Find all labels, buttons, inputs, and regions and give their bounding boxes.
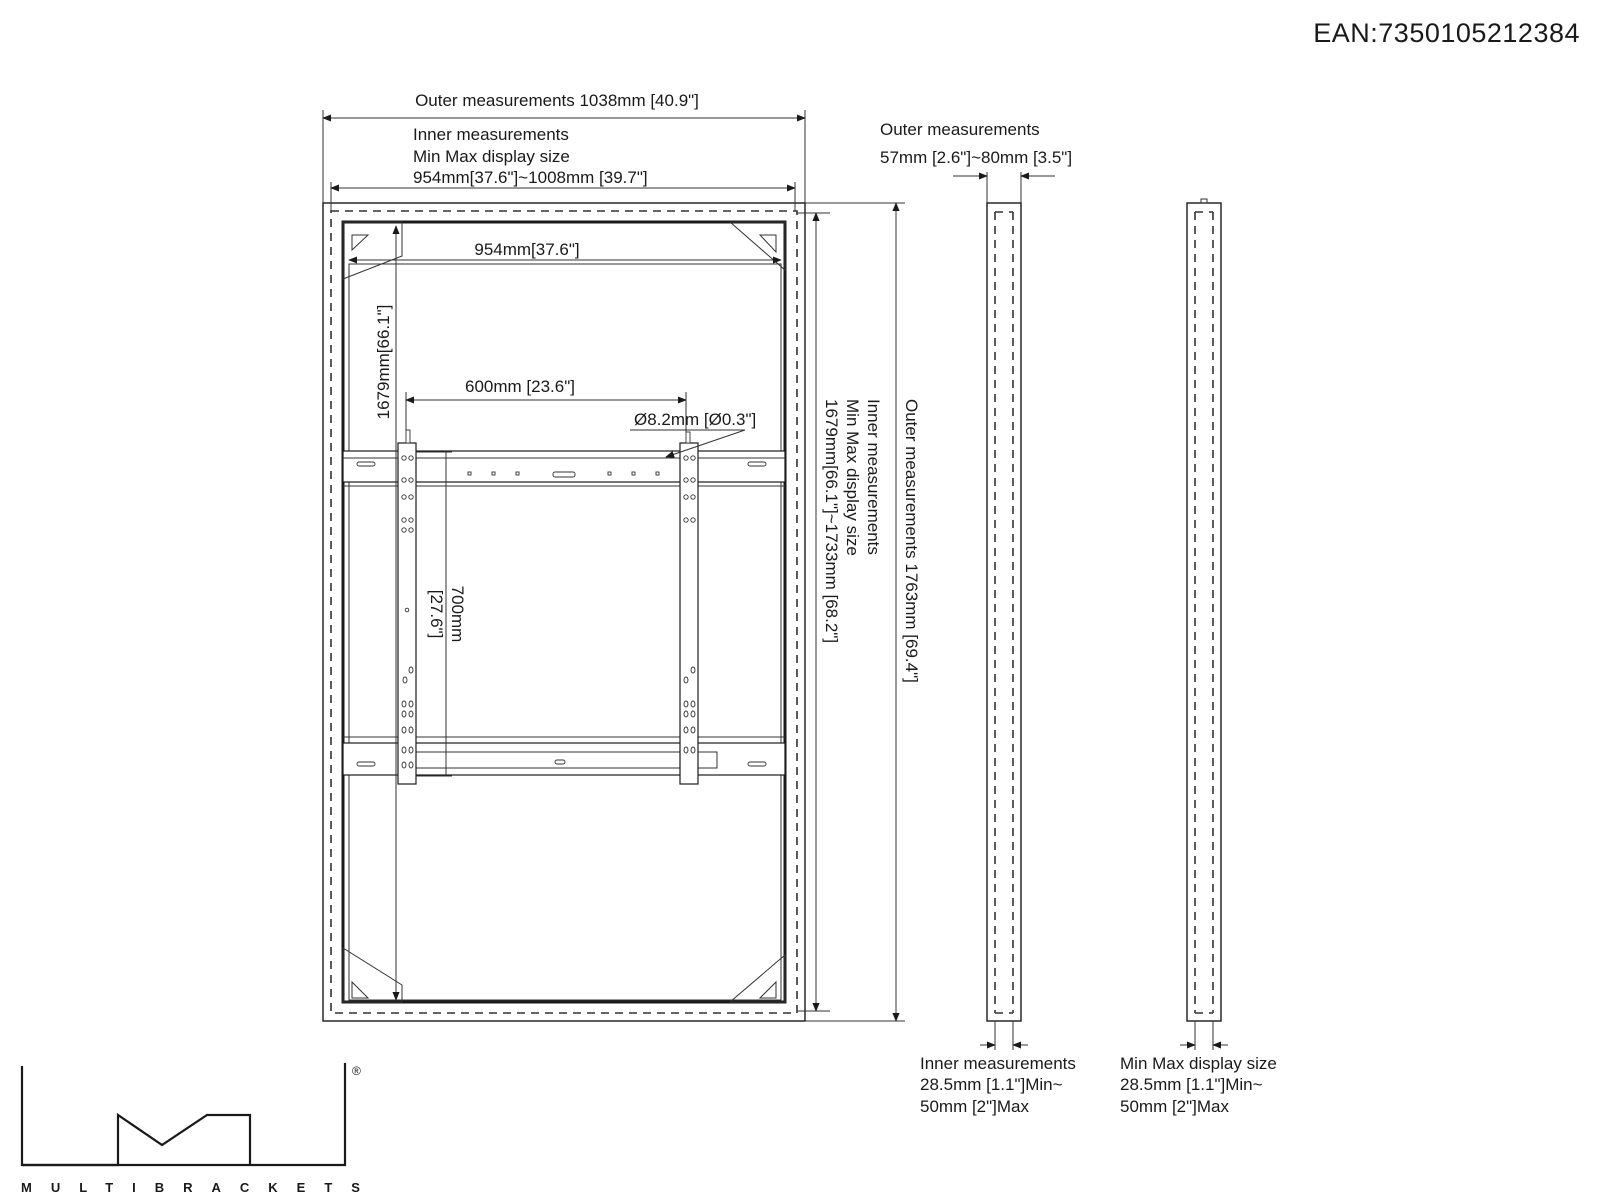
side1-bottom-line1: Inner measurements <box>920 1054 1076 1073</box>
hole-diameter-label: Ø8.2mm [Ø0.3"] <box>634 410 757 429</box>
inner-height-dimension <box>797 213 883 1011</box>
side-profile-2 <box>1187 203 1221 1021</box>
vesa-height-line1: 700mm <box>448 585 467 643</box>
side2-bottom-line1: Min Max display size <box>1120 1054 1277 1073</box>
inner-width-line3: 954mm[37.6"]~1008mm [39.7"] <box>413 168 648 187</box>
vesa-height-line2: [27.6"] <box>427 589 446 639</box>
outer-frame <box>323 203 805 1021</box>
side1-top-line2: 57mm [2.6"]~80mm [3.5"] <box>880 148 1073 167</box>
side1-top-line1: Outer measurements <box>880 120 1040 139</box>
side1-bottom-line3: 50mm [2"]Max <box>920 1097 1030 1116</box>
brand-name: MULTIBRACKETS <box>21 1180 379 1195</box>
outer-width-label: Outer measurements 1038mm [40.9"] <box>415 91 699 110</box>
display-width-dimension <box>349 240 781 260</box>
side2-bottom-line3: 50mm [2"]Max <box>1120 1097 1230 1116</box>
inner-height-line1: Inner measurements <box>864 399 883 555</box>
registered-mark: ® <box>352 1064 361 1078</box>
inner-width-dimension <box>331 125 795 211</box>
front-view <box>323 91 921 1021</box>
display-width-label: 954mm[37.6"] <box>474 240 580 259</box>
inner-width-line2: Min Max display size <box>413 147 570 166</box>
display-height-label: 1679mm[66.1"] <box>374 304 393 420</box>
inner-height-line2: Min Max display size <box>843 399 862 556</box>
vesa-width-label: 600mm [23.6"] <box>465 377 575 396</box>
side1-bottom-line2: 28.5mm [1.1"]Min~ <box>920 1075 1063 1094</box>
vesa-height-dimension <box>427 586 467 643</box>
multibrackets-logo <box>21 1063 379 1195</box>
logo-mark <box>22 1063 345 1165</box>
display-height-dimension <box>374 226 396 1000</box>
outer-height-label: Outer measurements 1763mm [69.4"] <box>902 399 921 683</box>
ean-code: EAN:7350105212384 <box>1313 18 1580 48</box>
side-view-2 <box>1120 199 1277 1116</box>
right-vertical-strap <box>680 432 698 784</box>
side2-bottom-line2: 28.5mm [1.1"]Min~ <box>1120 1075 1263 1094</box>
inner-height-line3: 1679mm[66.1"]~1733mm [68.2"] <box>822 399 841 644</box>
inner-width-line1: Inner measurements <box>413 125 569 144</box>
side-profile-1 <box>987 203 1021 1021</box>
